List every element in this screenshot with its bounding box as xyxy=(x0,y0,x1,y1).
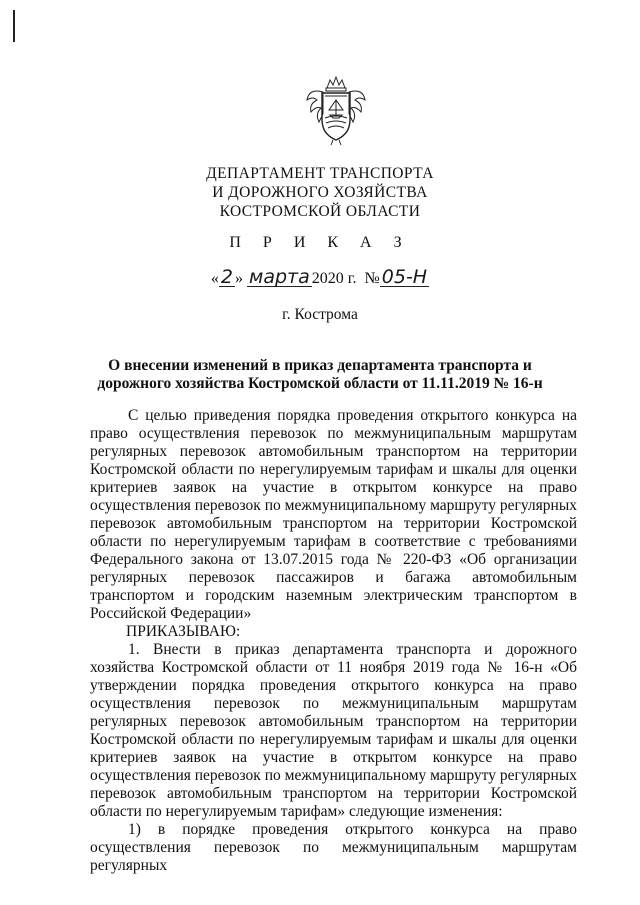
item-1-paragraph: 1. Внести в приказ департамента транспорта и дорожного хозяйства Костромской области от 11 ноября 2019 года № 16-н «Об утверждении порядка проведения открытого конкурса на право осуществления перевозок по межмуниципальным маршрутам регулярных перевозок автомобильным транспортом на территории Костромской области по нерегулируемым тарифам и шкалы для оценки критериев заявок на участие в открытом конкурсе на право осуществления перевозок по межмуниципальному маршруту регулярных перевозок автомобильным транспортом на территории Костромской области по нерегулируемым тарифам» следующие изменения: xyxy=(90,641,577,820)
directive-heading: ПРИКАЗЫВАЮ: xyxy=(126,623,241,640)
title-line-2: дорожного хозяйства Костромской области от 11.11.2019 № 16-н xyxy=(97,375,543,392)
city: г. Кострома xyxy=(282,306,358,323)
document-title xyxy=(0,357,640,393)
preamble-paragraph: С целью приведения порядка проведения открытого конкурса на право осуществления перевозок по межмуниципальным маршрутам регулярных перевозок автомобильным транспортом на территории Костромской области по нерегулируемым тарифам и шкалы для оценки критериев заявок на участие в открытом конкурсе на право осуществления перевозок по межмуниципальному маршруту регулярных перевозок автомобильным транспортом на территории Костромской области по нерегулируемым тарифам в соответствие с требованиями Федерального закона от 13.07.2015 года № 220-ФЗ «Об организации регулярных перевозок пассажиров и багажа автомобильным транспортом и городским наземным электрическим транспортом в Российской Федерации» xyxy=(90,407,577,622)
department-name xyxy=(0,164,640,221)
coat-of-arms-emblem xyxy=(303,74,369,146)
date-year: 2020 г. xyxy=(311,270,357,287)
number-label: № xyxy=(364,270,380,287)
title-line-1: О внесении изменений в приказ департамента транспорта и xyxy=(108,357,532,374)
date-day: 2 xyxy=(220,266,233,288)
margin-mark xyxy=(13,10,15,42)
document-type: П Р И К А З xyxy=(229,234,411,251)
department-line-3: КОСТРОМСКОЙ ОБЛАСТИ xyxy=(219,203,421,220)
document-body xyxy=(90,407,577,875)
document-number: 05-Н xyxy=(381,266,428,288)
subitem-1-paragraph: 1) в порядке проведения открытого конкурса на право осуществления перевозок по межмуниципальным маршрутам регулярных xyxy=(90,821,577,874)
date-open-quote: « xyxy=(210,270,219,287)
date-month: марта xyxy=(248,266,310,288)
date-number-line xyxy=(0,268,640,288)
department-line-2: И ДОРОЖНОГО ХОЗЯЙСТВА xyxy=(212,184,428,201)
department-line-1: ДЕПАРТАМЕНТ ТРАНСПОРТА xyxy=(206,165,434,182)
date-close-quote: » xyxy=(234,270,243,287)
